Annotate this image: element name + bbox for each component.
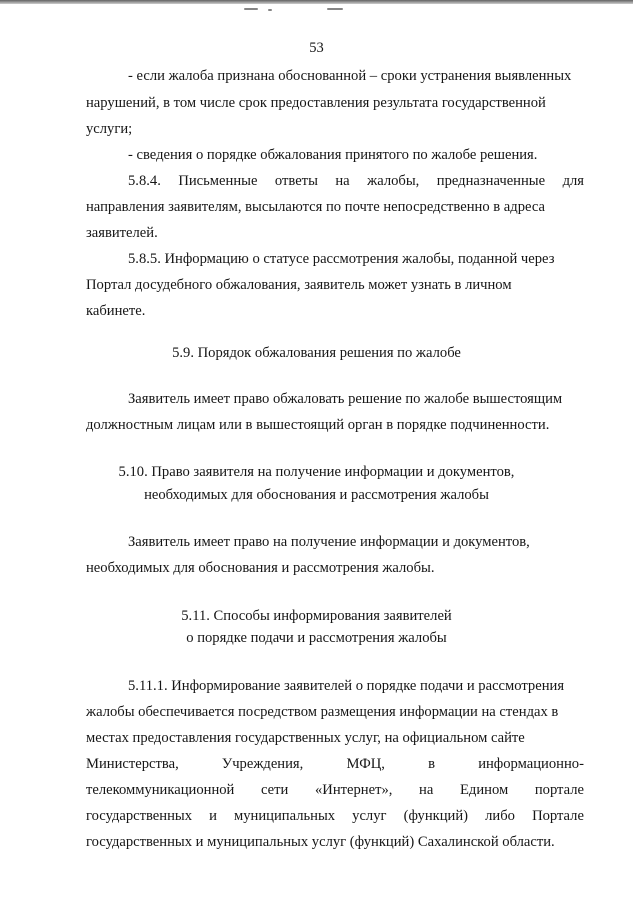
scan-speck xyxy=(244,8,258,10)
paragraph-line: Портал досудебного обжалования, заявитель может узнать в личном xyxy=(86,277,512,293)
paragraph-line: жалобы обеспечивается посредством размещения информации на стендах в xyxy=(86,704,559,720)
section-heading-5-9: 5.9. Порядок обжалования решения по жалобе xyxy=(172,345,461,361)
word: сети xyxy=(261,782,289,798)
word: либо xyxy=(485,808,515,824)
paragraph-line: 5.11.1. Информирование заявителей о порядке подачи и рассмотрения xyxy=(128,678,565,694)
scan-edge xyxy=(0,0,633,4)
justified-line xyxy=(86,807,584,825)
word: Письменные xyxy=(178,173,258,189)
justified-line xyxy=(86,755,584,773)
scan-speck xyxy=(327,8,343,10)
word: в xyxy=(428,756,436,772)
word: на xyxy=(335,173,350,189)
paragraph-line: необходимых для обоснования и рассмотрения жалобы. xyxy=(86,560,435,576)
section-heading-5-10: необходимых для обоснования и рассмотрения жалобы xyxy=(144,487,489,503)
paragraph-line: направления заявителям, высылаются по почте непосредственно в адреса xyxy=(86,199,545,215)
paragraph-line: Заявитель имеет право обжаловать решение по жалобе вышестоящим xyxy=(128,391,563,407)
word: Портале xyxy=(532,808,584,824)
page-number: 53 xyxy=(309,40,324,56)
word: телекоммуникационной xyxy=(86,782,235,798)
scan-speck xyxy=(268,9,272,11)
justified-line xyxy=(86,781,584,799)
word: Министерства, xyxy=(86,756,179,772)
word: для xyxy=(562,173,584,189)
word: МФЦ, xyxy=(346,756,385,772)
word: жалобы, xyxy=(367,173,420,189)
word: (функций) xyxy=(403,808,469,824)
section-heading-5-11: о порядке подачи и рассмотрения жалобы xyxy=(186,630,447,646)
paragraph-line: должностным лицам или в вышестоящий орган в порядке подчиненности. xyxy=(86,417,550,433)
word: «Интернет», xyxy=(314,782,393,798)
word: муниципальных xyxy=(234,808,336,824)
bullet-line: - если жалоба признана обоснованной – сроки устранения выявленных xyxy=(128,68,572,84)
word: на xyxy=(419,782,434,798)
word: предназначенные xyxy=(436,173,546,189)
paragraph-5-8-4-line-1 xyxy=(128,172,584,190)
paragraph-line: государственных и муниципальных услуг (функций) Сахалинской области. xyxy=(86,834,555,850)
word: информационно- xyxy=(478,756,584,772)
bullet-line: - сведения о порядке обжалования принятого по жалобе решения. xyxy=(128,147,538,163)
word: услуг xyxy=(352,808,387,824)
word: Едином xyxy=(459,782,509,798)
word: ответы xyxy=(274,173,318,189)
paragraph-line: кабинете. xyxy=(86,303,146,319)
bullet-line: нарушений, в том числе срок предоставления результата государственной xyxy=(86,95,546,111)
bullet-line: услуги; xyxy=(86,121,133,137)
word: Учреждения, xyxy=(221,756,304,772)
word: государственных xyxy=(86,808,193,824)
paragraph-line: 5.8.5. Информацию о статусе рассмотрения жалобы, поданной через xyxy=(128,251,555,267)
word: 5.8.4. xyxy=(128,173,161,189)
paragraph-line: заявителей. xyxy=(86,225,158,241)
paragraph-line: Заявитель имеет право на получение информации и документов, xyxy=(128,534,530,550)
section-heading-5-11: 5.11. Способы информирования заявителей xyxy=(181,608,452,624)
word: портале xyxy=(534,782,584,798)
section-heading-5-10: 5.10. Право заявителя на получение информации и документов, xyxy=(118,464,515,480)
paragraph-line: местах предоставления государственных услуг, на официальном сайте xyxy=(86,730,525,746)
word: и xyxy=(209,808,217,824)
